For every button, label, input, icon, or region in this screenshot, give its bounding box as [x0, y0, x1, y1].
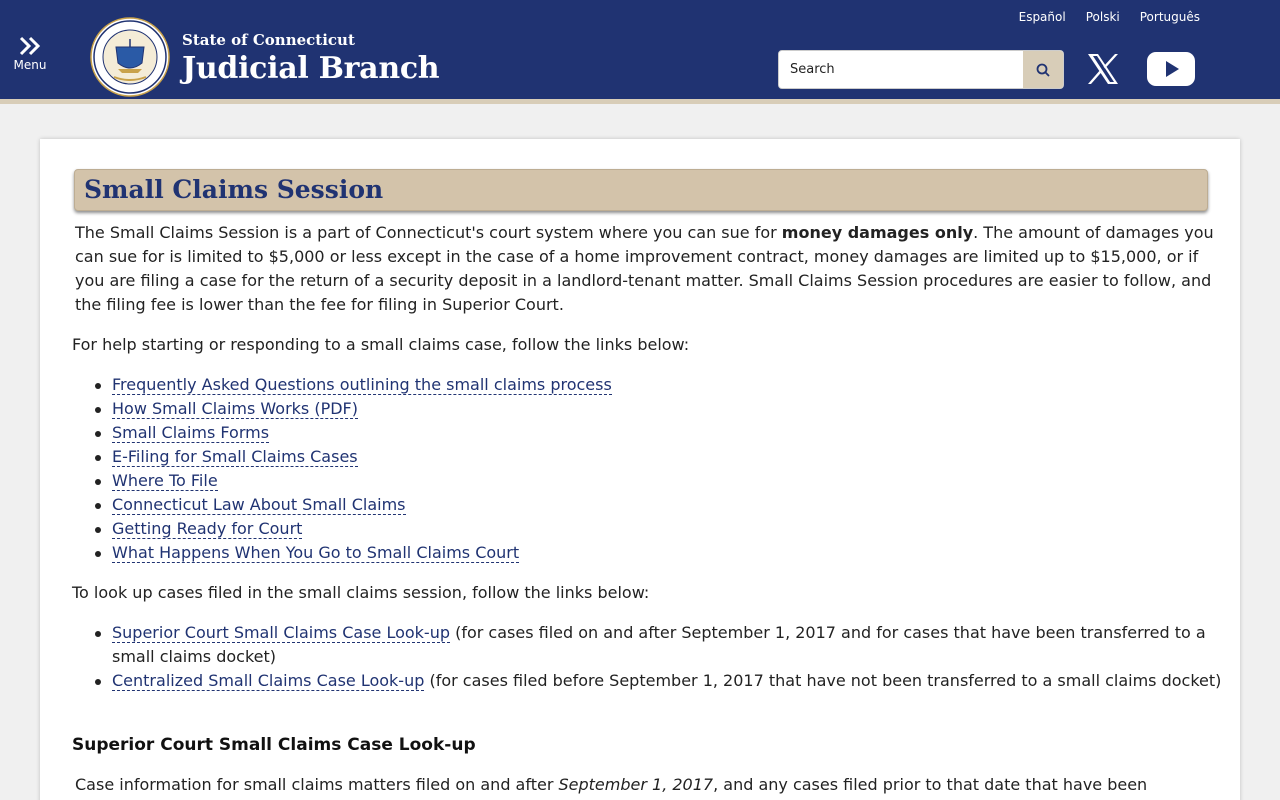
brand-title: Judicial Branch	[182, 51, 440, 86]
list-item	[112, 621, 1222, 669]
link-e-filing[interactable]: E-Filing for Small Claims Cases	[112, 447, 358, 466]
lookup-note: (for cases filed on and after September 1, 2017 and for cases that have been transferred to a small claims docket)	[112, 623, 1206, 666]
list-item	[112, 421, 612, 445]
link-centralized-lookup[interactable]: Centralized Small Claims Case Look-up	[112, 671, 425, 690]
youtube-icon[interactable]	[1146, 51, 1196, 87]
case-date: September 1, 2017	[558, 775, 714, 794]
double-chevron-right-icon	[19, 36, 41, 56]
menu-button[interactable]	[12, 36, 48, 72]
state-seal-logo[interactable]	[90, 17, 170, 97]
page-title-bar	[74, 169, 1208, 211]
case-text-end: , and any cases filed prior to that date that have been	[713, 775, 1148, 794]
link-small-claims-forms[interactable]: Small Claims Forms	[112, 423, 270, 442]
link-faq[interactable]: Frequently Asked Questions outlining the small claims process	[112, 375, 612, 394]
menu-label: Menu	[13, 58, 47, 72]
site-brand[interactable]	[182, 30, 439, 87]
link-getting-ready[interactable]: Getting Ready for Court	[112, 519, 303, 538]
case-info-paragraph	[75, 773, 1215, 797]
list-item	[112, 469, 612, 493]
link-how-small-claims-works[interactable]: How Small Claims Works (PDF)	[112, 399, 358, 418]
language-link-polski[interactable]: Polski	[1085, 10, 1120, 24]
site-header	[0, 0, 1280, 104]
brand-state: State of Connecticut	[182, 31, 355, 49]
list-item	[112, 373, 612, 397]
link-what-happens[interactable]: What Happens When You Go to Small Claims Court	[112, 543, 520, 562]
language-links	[1019, 10, 1200, 24]
lookup-note: (for cases filed before September 1, 2017 that have not been transferred to a small claims docket)	[424, 671, 1222, 690]
intro-text-end: . The amount of damages you can sue for is limited to $5,000 or less except in the case of a home improvement contract, money damages are limited up to $15,000, or if you are filing a case for the return of a security deposit in a landlord-tenant matter. Small Claims Session procedures are easier to follow, and the filing fee is lower than the fee for filing in Superior Court.	[75, 223, 1214, 314]
link-superior-court-lookup[interactable]: Superior Court Small Claims Case Look-up	[112, 623, 450, 642]
lookup-intro-text: To look up cases filed in the small claims session, follow the links below:	[72, 583, 650, 602]
list-item	[112, 517, 612, 541]
intro-emphasis: money damages only	[781, 223, 974, 242]
search-button[interactable]	[1023, 51, 1063, 88]
page-title: Small Claims Session	[84, 175, 384, 204]
list-item	[112, 397, 612, 421]
search-input[interactable]	[779, 51, 1023, 88]
list-item	[112, 493, 612, 517]
language-link-portugues[interactable]: Português	[1139, 10, 1200, 24]
list-item	[112, 669, 1222, 693]
content-card	[40, 139, 1240, 800]
x-twitter-icon[interactable]	[1086, 52, 1120, 86]
help-links-list	[112, 373, 612, 565]
search-icon	[1036, 63, 1050, 77]
lookup-links-list	[112, 621, 1222, 693]
section-heading: Superior Court Small Claims Case Look-up	[72, 735, 476, 755]
link-connecticut-law[interactable]: Connecticut Law About Small Claims	[112, 495, 406, 514]
intro-paragraph	[75, 221, 1220, 317]
list-item	[112, 541, 612, 565]
help-intro-text: For help starting or responding to a small claims case, follow the links below:	[72, 335, 690, 354]
list-item	[112, 445, 612, 469]
link-where-to-file[interactable]: Where To File	[112, 471, 218, 490]
intro-text-start: The Small Claims Session is a part of Connecticut's court system where you can sue for	[75, 223, 782, 242]
search-box	[778, 50, 1064, 89]
case-text-start: Case information for small claims matters filed on and after	[75, 775, 559, 794]
language-link-espanol[interactable]: Español	[1018, 10, 1066, 24]
